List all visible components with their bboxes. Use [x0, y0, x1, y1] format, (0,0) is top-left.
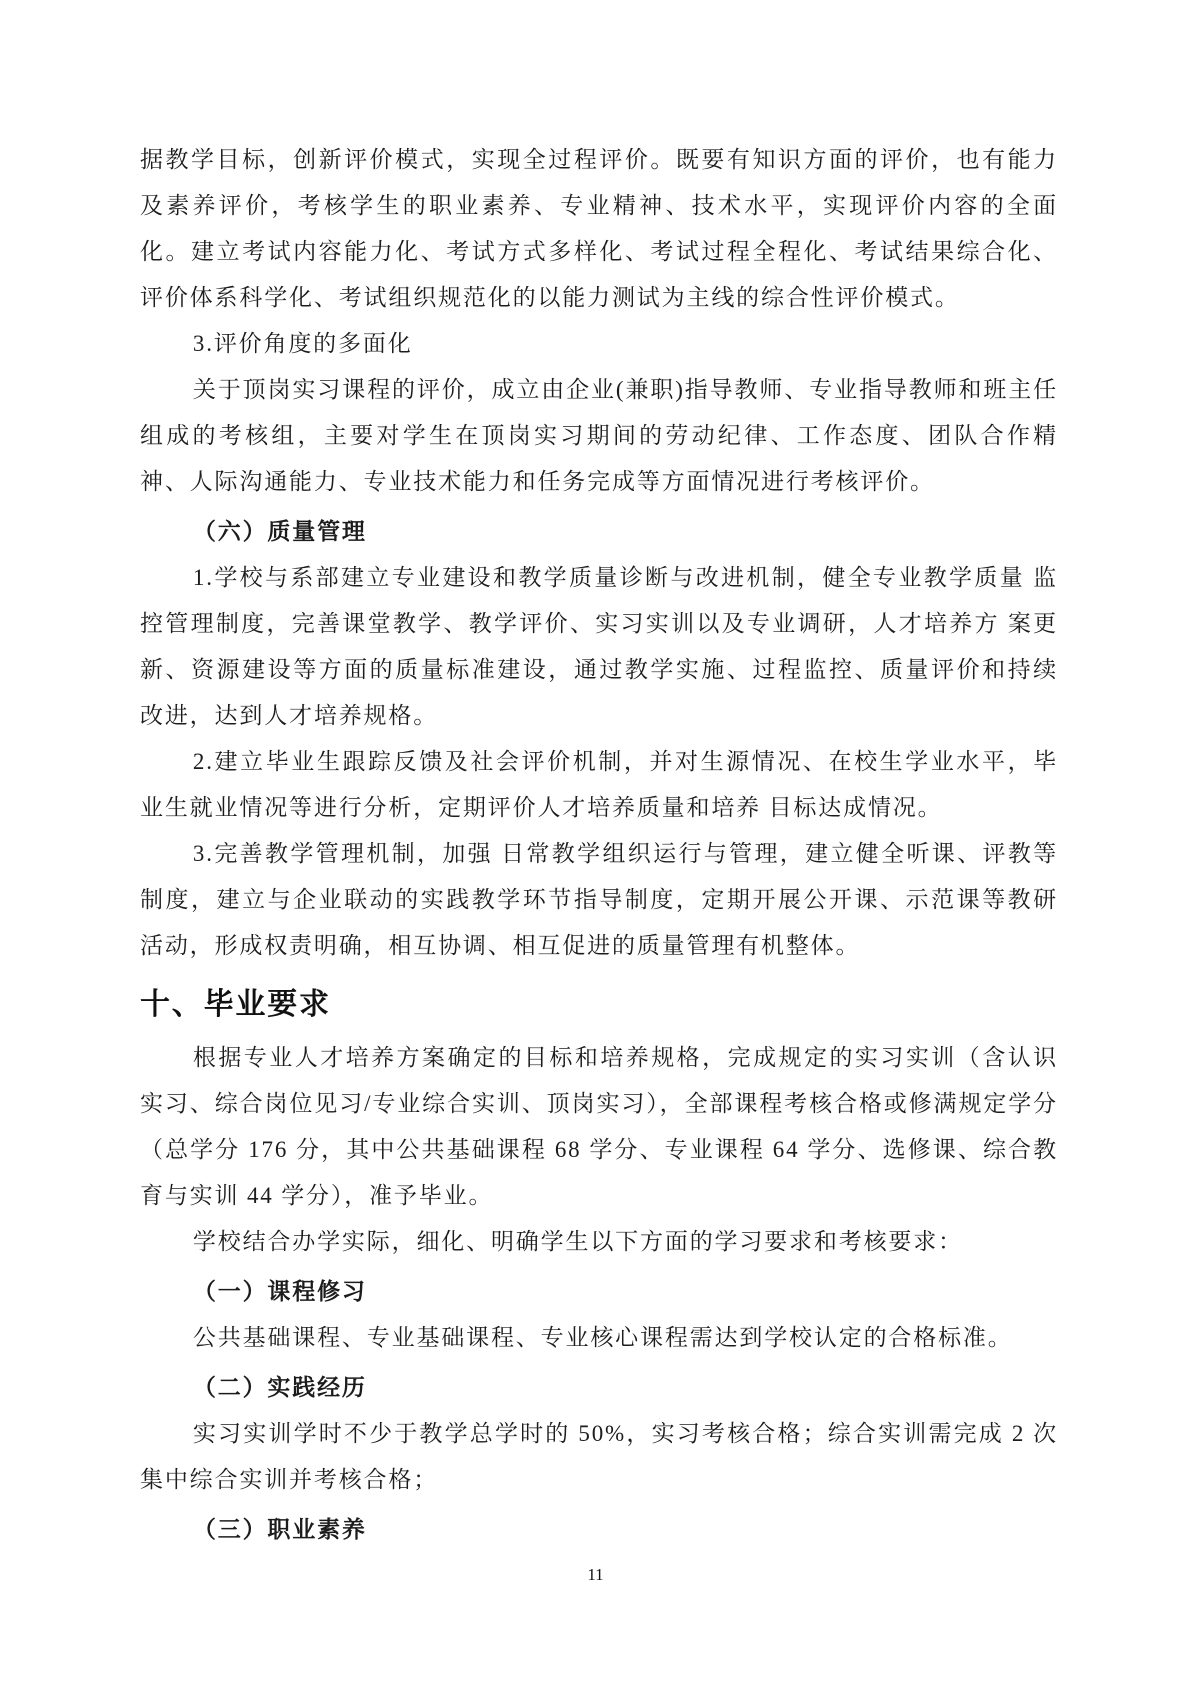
- subheading-professional-quality: （三）职业素养: [192, 1517, 367, 1542]
- subheading-quality-management: （六）质量管理: [192, 519, 367, 544]
- paragraph-practice-hours: 实习实训学时不少于教学总学时的 50%，实习考核合格；综合实训需完成 2 次集中综合实训并考核合格；: [140, 1421, 1058, 1492]
- numbered-item-3-evaluation: 3.评价角度的多面化: [192, 331, 413, 356]
- numbered-item-3-management: 3.完善教学管理机制，加强 日常教学组织运行与管理，建立健全听课、评教等制度，建立与企业联动的实践教学环节指导制度，定期开展公开课、示范课等教研活动，形成权责明确，相互协调、相互促进的质量管理有机整体。: [140, 841, 1058, 958]
- paragraph-continued: 据教学目标，创新评价模式，实现全过程评价。既要有知识方面的评价，也有能力及素养评价，考核学生的职业素养、专业精神、技术水平，实现评价内容的全面化。建立考试内容能力化、考试方式多样化、考试过程全程化、考试结果综合化、评价体系科学化、考试组织规范化的以能力测试为主线的综合性评价模式。: [140, 147, 1058, 310]
- numbered-item-1-quality: 1.学校与系部建立专业建设和教学质量诊断与改进机制，健全专业教学质量 监控管理制度，完善课堂教学、教学评价、实习实训以及专业调研，人才培养方 案更新、资源建设等方面的质量标准建设，通过教学实施、过程监控、质量评价和持续改进，达到人才培养规格。: [140, 565, 1058, 728]
- section-heading-graduation: 十、毕业要求: [140, 988, 331, 1021]
- subheading-practice-experience: （二）实践经历: [192, 1375, 367, 1400]
- paragraph-graduation-credits: 根据专业人才培养方案确定的目标和培养规格，完成规定的实习实训（含认识实习、综合岗位见习/专业综合实训、顶岗实习），全部课程考核合格或修满规定学分（总学分 176 分，其中公共基础课程 68 学分、专业课程 64 学分、选修课、综合教育与实训 44 学分），准予毕业。: [140, 1045, 1058, 1208]
- paragraph-internship-eval: 关于顶岗实习课程的评价，成立由企业(兼职)指导教师、专业指导教师和班主任组成的考核组，主要对学生在顶岗实习期间的劳动纪律、工作态度、团队合作精神、人际沟通能力、专业技术能力和任务完成等方面情况进行考核评价。: [140, 377, 1058, 494]
- subheading-course-study: （一）课程修习: [192, 1279, 367, 1304]
- page-number: 11: [587, 1565, 604, 1584]
- paragraph-school-requirements: 学校结合办学实际，细化、明确学生以下方面的学习要求和考核要求：: [192, 1229, 963, 1254]
- paragraph-course-standard: 公共基础课程、专业基础课程、专业核心课程需达到学校认定的合格标准。: [192, 1325, 1013, 1350]
- numbered-item-2-feedback: 2.建立毕业生跟踪反馈及社会评价机制，并对生源情况、在校生学业水平，毕业生就业情况等进行分析，定期评价人才培养质量和培养 目标达成情况。: [140, 749, 1058, 820]
